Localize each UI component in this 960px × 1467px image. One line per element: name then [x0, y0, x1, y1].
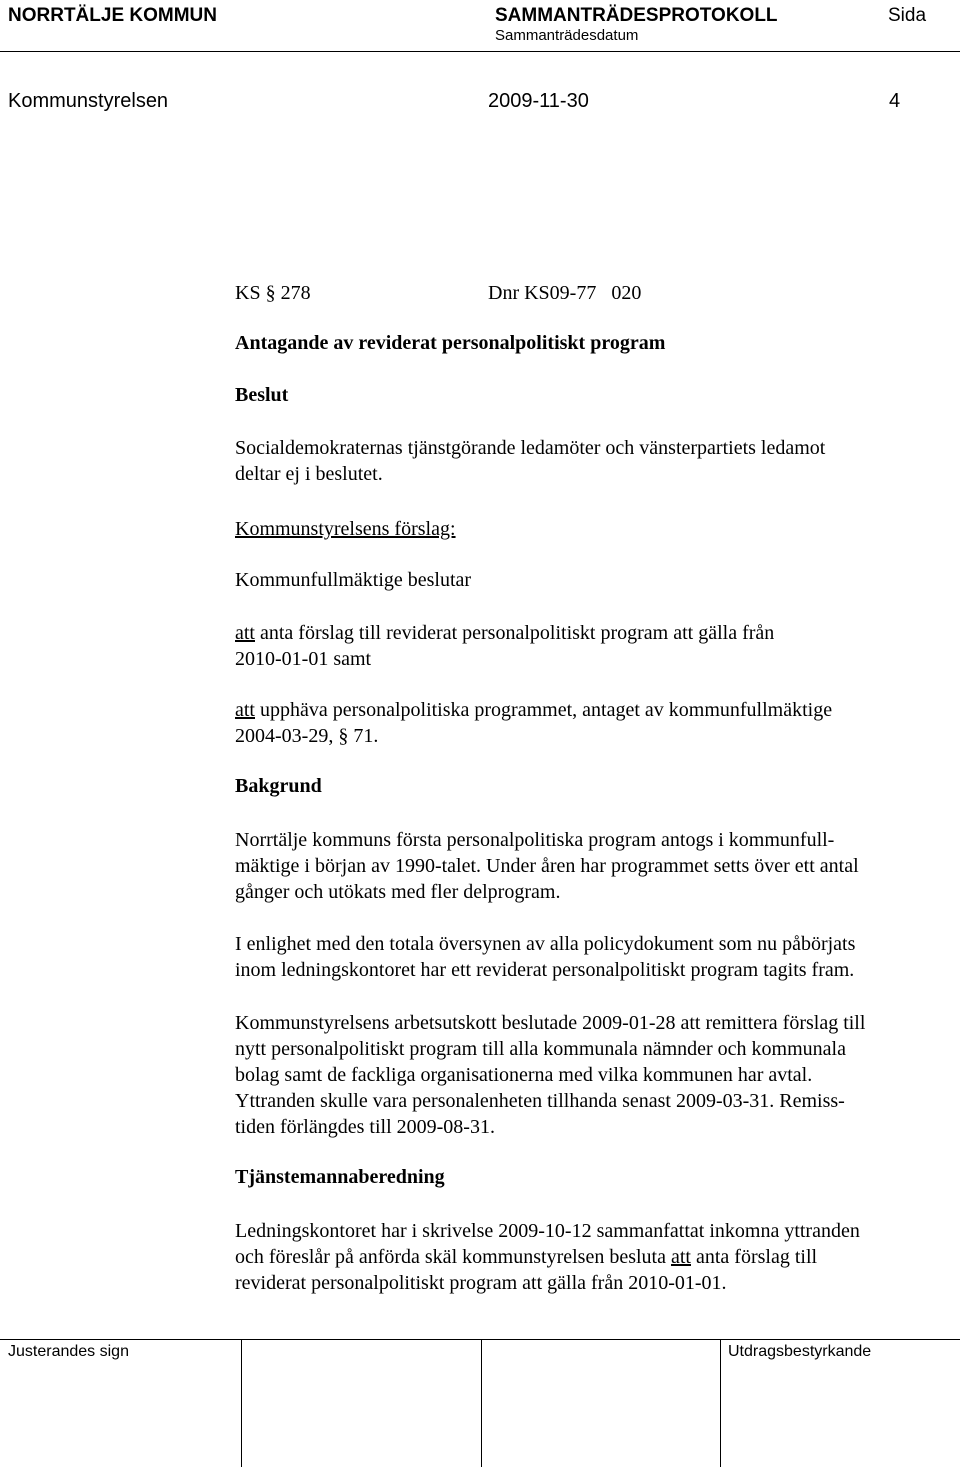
signature-footer: [0, 1339, 960, 1467]
att-keyword: att: [235, 622, 255, 644]
org-name: NORRTÄLJE KOMMUN: [8, 5, 217, 26]
tjanstemanna-line3: reviderat personalpolitiskt program att gälla från 2010-01-01.: [235, 1272, 727, 1294]
att-clause-1-line1: [235, 620, 774, 646]
bakgrund-p3-line5: tiden förlängdes till 2009-08-31.: [235, 1116, 495, 1138]
bakgrund-p3-line2: nytt personalpolitiskt program till alla kommunala nämnder och kommunala: [235, 1038, 846, 1060]
forslag-heading: Kommunstyrelsens förslag:: [235, 518, 456, 540]
forslag-intro: Kommunfullmäktige beslutar: [235, 569, 472, 591]
footer-rule: [0, 1339, 960, 1340]
registration-number: Dnr KS09-77 020: [488, 282, 642, 304]
att-keyword: att: [670, 1246, 691, 1268]
bakgrund-p3-line1: Kommunstyrelsens arbetsutskott beslutade 2009-01-28 att remittera förslag till: [235, 1012, 866, 1034]
bakgrund-p2-line1: I enlighet med den totala översynen av alla policydokument som nu påbörjats: [235, 933, 856, 955]
footer-divider: [241, 1339, 242, 1467]
att-clause-2-text: upphäva personalpolitiska programmet, antaget av kommunfullmäktige: [255, 699, 833, 721]
bakgrund-p1-line3: gånger och utökats med fler delprogram.: [235, 881, 561, 903]
bakgrund-p3-line4: Yttranden skulle vara personalenheten tillhanda senast 2009-03-31. Remiss-: [235, 1090, 845, 1112]
committee-name: Kommunstyrelsen: [8, 90, 169, 112]
tjanstemanna-line1: Ledningskontoret har i skrivelse 2009-10-12 sammanfattat inkomna yttranden: [235, 1220, 860, 1242]
tjanstemanna-line2-post: anta förslag till: [690, 1246, 818, 1268]
meeting-date-label: Sammanträdesdatum: [495, 27, 639, 44]
beslut-text-line2: deltar ej i beslutet.: [235, 463, 383, 485]
att-keyword: att: [235, 699, 255, 721]
utdragsbestyrkande-label: Utdragsbestyrkande: [728, 1343, 872, 1360]
beslut-text-line1: Socialdemokraternas tjänstgörande ledamöter och vänsterpartiets ledamot: [235, 437, 826, 459]
att-clause-2-line1: [235, 697, 832, 723]
tjanstemanna-line2: [235, 1244, 817, 1270]
tjanstemanna-line2-pre: och föreslår på anförda skäl kommunstyrelsen besluta: [235, 1246, 671, 1268]
justerandes-sign-label: Justerandes sign: [8, 1343, 129, 1360]
bakgrund-p2-line2: inom ledningskontoret har ett reviderat personalpolitiskt program tagits fram.: [235, 959, 855, 981]
tjanstemanna-heading: Tjänstemannaberedning: [235, 1166, 445, 1188]
page-number: 4: [889, 90, 901, 112]
paragraph-number: KS § 278: [235, 282, 311, 304]
bakgrund-p3-line3: bolag samt de fackliga organisationerna med vilka kommunen har avtal.: [235, 1064, 813, 1086]
meeting-date: 2009-11-30: [488, 90, 589, 112]
bakgrund-p1-line1: Norrtälje kommuns första personalpolitiska program antogs i kommunfull-: [235, 829, 835, 851]
att-clause-2-line2: 2004-03-29, § 71.: [235, 725, 379, 747]
header-rule: [0, 51, 960, 52]
beslut-heading: Beslut: [235, 384, 289, 406]
att-clause-1-line2: 2010-01-01 samt: [235, 648, 372, 670]
footer-divider: [720, 1339, 721, 1467]
bakgrund-p1-line2: mäktige i början av 1990-talet. Under åren har programmet setts över ett antal: [235, 855, 859, 877]
page-label: Sida: [888, 5, 927, 26]
case-title: Antagande av reviderat personalpolitiskt program: [235, 332, 666, 354]
document-type: SAMMANTRÄDESPROTOKOLL: [495, 5, 778, 26]
footer-divider: [481, 1339, 482, 1467]
att-clause-1-text: anta förslag till reviderat personalpolitiskt program att gälla från: [255, 622, 775, 644]
bakgrund-heading: Bakgrund: [235, 775, 322, 797]
